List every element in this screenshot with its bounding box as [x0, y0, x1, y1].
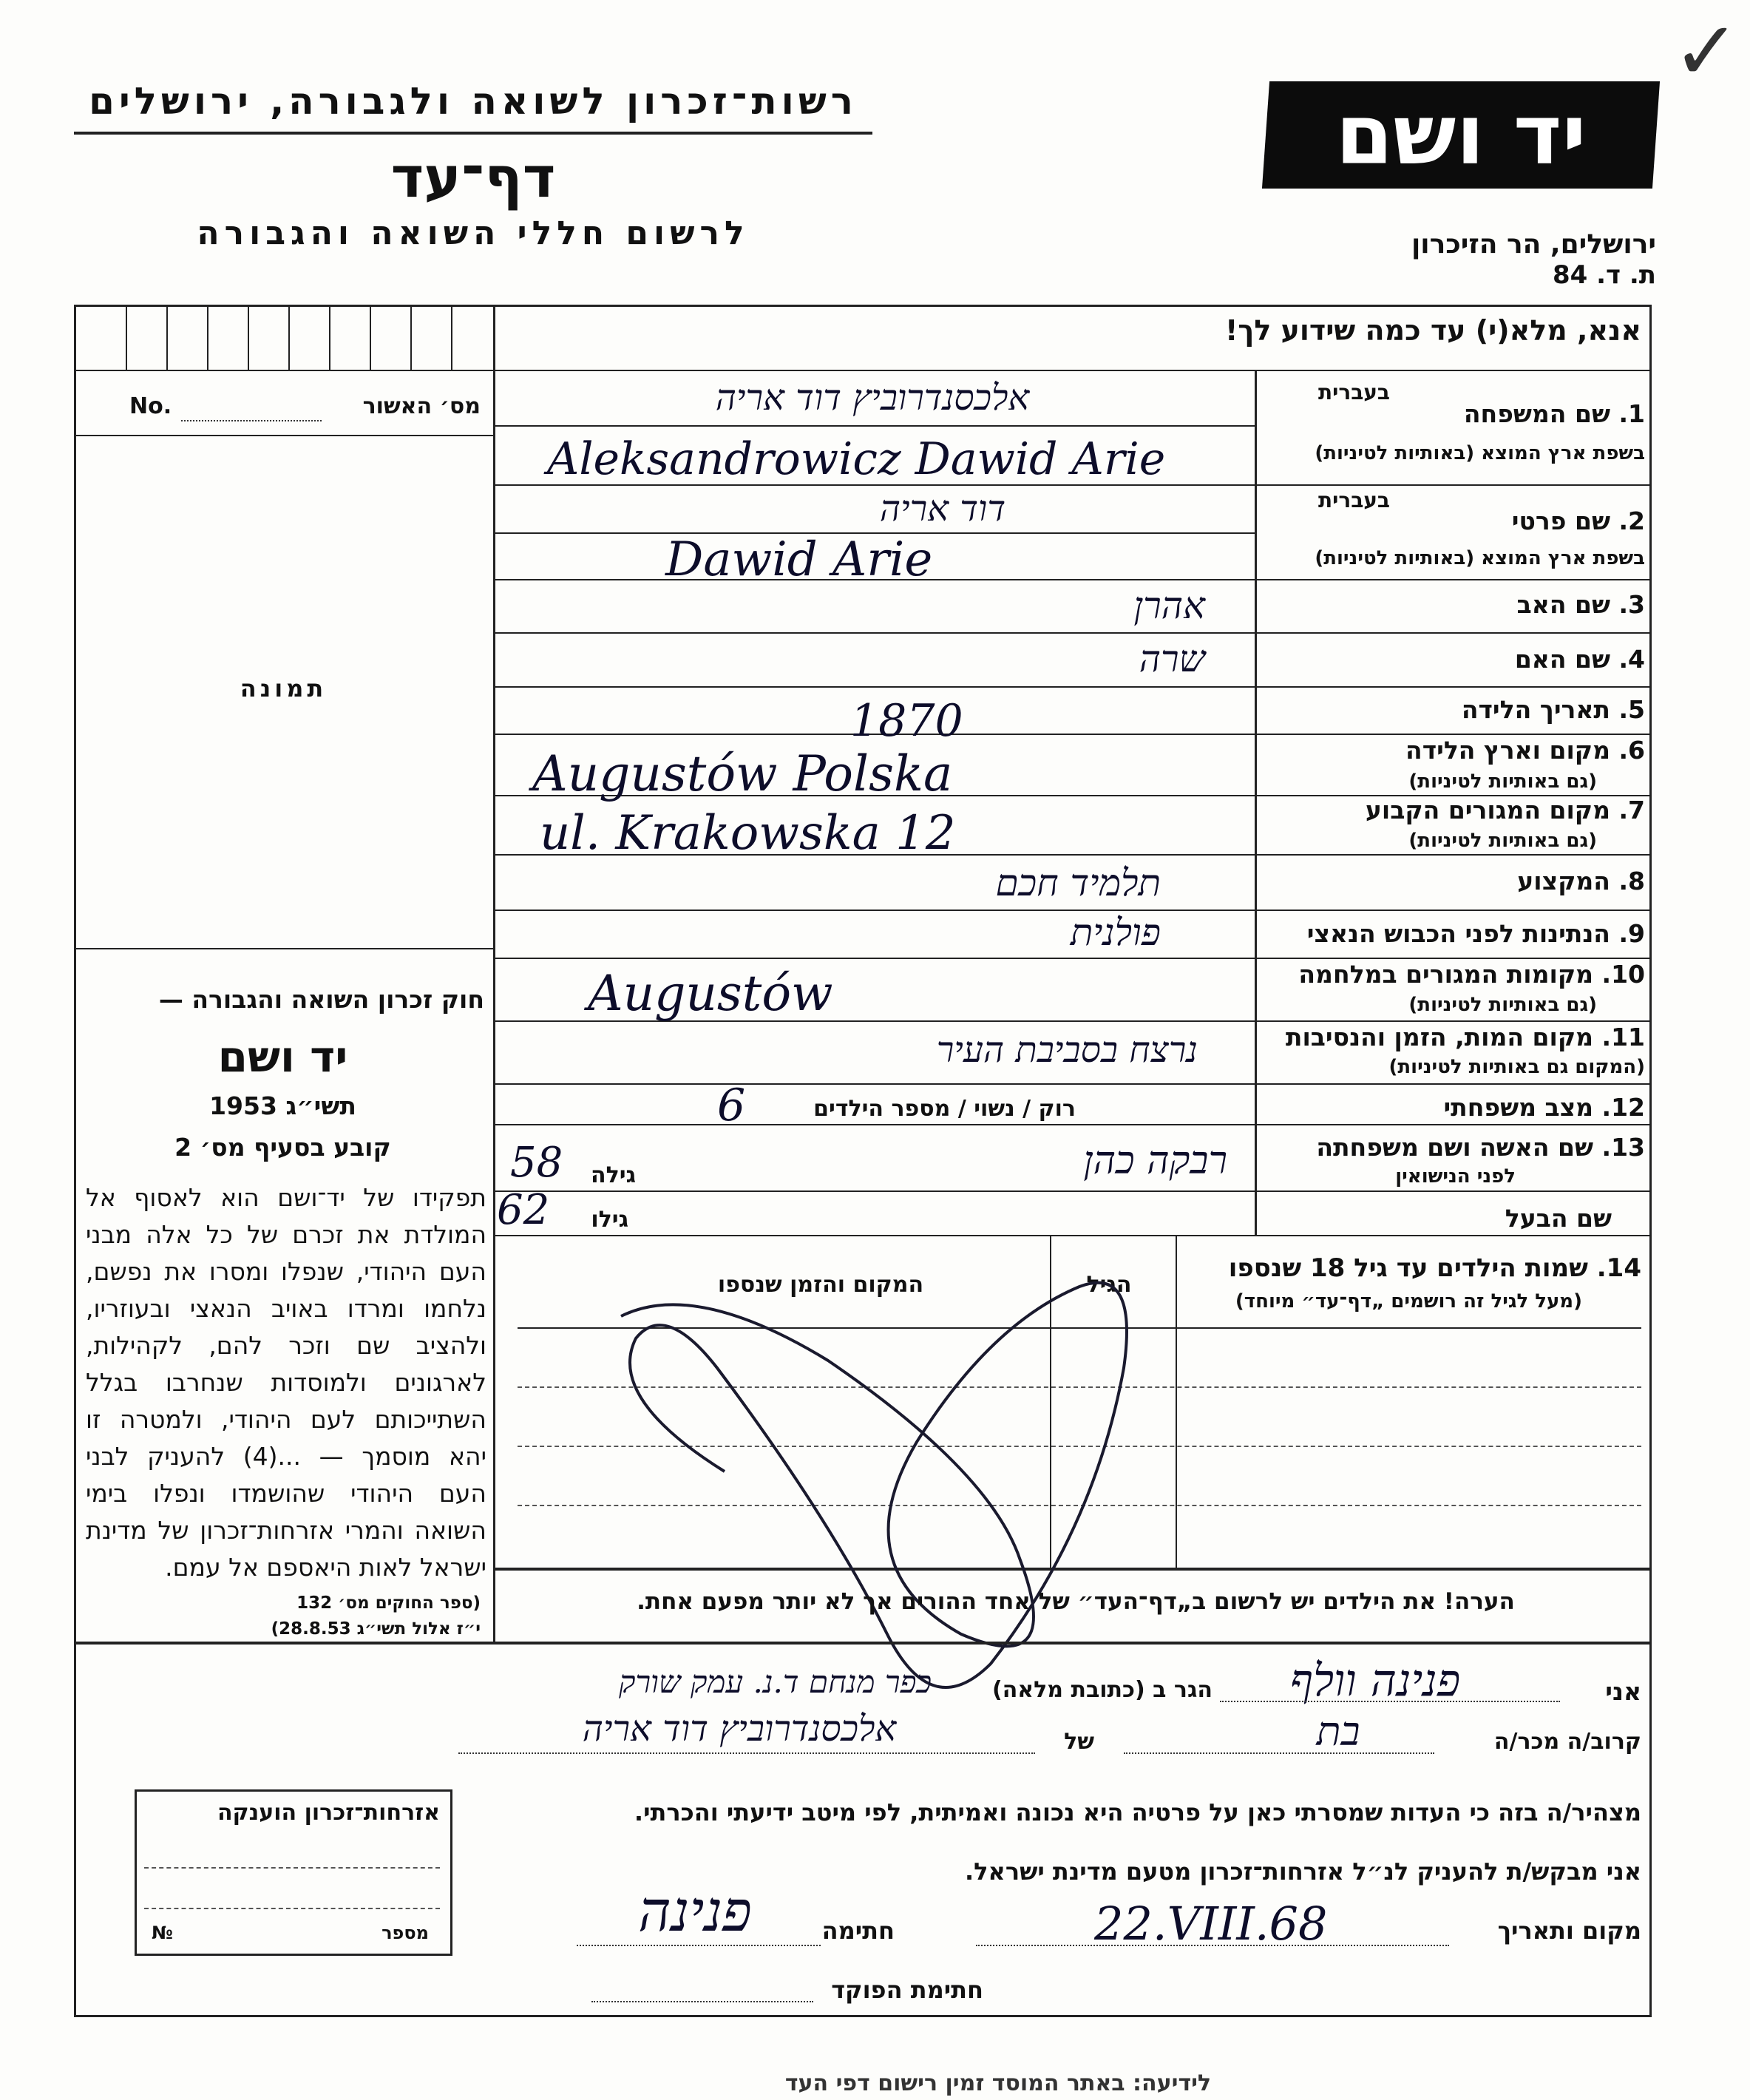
value-line-3	[493, 632, 1255, 634]
form-subtitle: לרשום חללי השואה והגבורה	[197, 214, 750, 252]
place-date-value[interactable]: 22.VIII.68	[1094, 1897, 1328, 1951]
value-line-4	[493, 686, 1255, 688]
row-line-12	[1255, 1124, 1652, 1125]
field-10-name: מקומות המגורים במלחמה	[1298, 960, 1594, 989]
institution-name: רשות־זכרון לשואה ולגבורה, ירושלים	[89, 80, 858, 123]
law-title: חוק זכרון השואה והגבורה —	[158, 985, 484, 1014]
box-2	[166, 305, 168, 370]
row-line-5	[1255, 734, 1652, 735]
field-7-name: מקום המגורים הקבוע	[1365, 796, 1610, 824]
signature-line	[577, 1945, 821, 1946]
field-2-value-hebrew[interactable]: דוד אריה	[879, 488, 1006, 529]
declaration-text: מצהיר/ה בזה כי העדות שמסרתי כאן על פרטיה היא נכונה ואמיתית, לפי מיטב ידיעתי והכרתי.	[634, 1798, 1641, 1826]
field-1-hebrew-tag: בעברית	[1317, 380, 1390, 404]
law-ref-2: י״ז אלול תשי״ג 28.8.53)	[271, 1619, 481, 1639]
field-13-wife-name[interactable]: רבקה כהן	[1083, 1139, 1227, 1183]
photo-label: תמונה	[240, 674, 328, 702]
field-6-num: 6.	[1618, 736, 1645, 765]
box-7	[370, 305, 371, 370]
officer-label: חתימת הפוקד	[831, 1976, 983, 2004]
approval-label: מס׳ האשור	[362, 393, 481, 419]
box-1	[126, 305, 127, 370]
box-6	[329, 305, 330, 370]
field-11-name: מקום המות, הזמן והנסיבות	[1285, 1023, 1594, 1051]
officer-line[interactable]	[591, 2001, 813, 2002]
field-9-num: 9.	[1618, 919, 1645, 948]
value-line-14	[493, 1235, 1652, 1236]
relation-value[interactable]: בת	[1316, 1708, 1360, 1755]
field-12-num: 12.	[1601, 1093, 1645, 1122]
field-3-label	[1264, 590, 1645, 619]
children-col-place: המקום והזמן שנספו	[717, 1272, 924, 1298]
institution-underline	[74, 132, 872, 135]
field-7-value[interactable]: ul. Krakowska 12	[540, 806, 956, 861]
declarant-i: אני	[1605, 1677, 1641, 1706]
form-title: דף־עד	[390, 144, 556, 210]
pobox: ת. ד. 84	[1552, 260, 1656, 290]
field-13-label	[1264, 1133, 1645, 1162]
field-4-num: 4.	[1618, 645, 1645, 674]
field-3-num: 3.	[1618, 590, 1645, 619]
declarant-name-line	[1220, 1701, 1560, 1702]
value-line-1a	[493, 425, 1255, 427]
field-12-label	[1264, 1093, 1645, 1122]
values-right-edge	[1255, 370, 1257, 1235]
row-line-2	[1255, 579, 1652, 580]
of-line	[458, 1752, 1035, 1754]
field-11-label	[1264, 1023, 1645, 1051]
memorial-box-title: אזרחות־זכרון הוענקה	[217, 1800, 440, 1826]
field-6-sub: (גם באותיות לטיניות)	[1408, 770, 1597, 793]
footer-text: לידיעה: באתר המוסד זמין רישום דפי העד	[784, 2070, 1212, 2096]
field-2-value-latin[interactable]: Dawid Arie	[665, 532, 933, 587]
instructions-line	[493, 370, 1652, 371]
field-10-value[interactable]: Augustów	[588, 965, 833, 1022]
field-2-num: 2.	[1618, 507, 1645, 535]
row-line-9	[1255, 958, 1652, 959]
field-7-sub: (גם באותיות לטיניות)	[1408, 830, 1597, 852]
row-line-7	[1255, 854, 1652, 856]
declarant-name[interactable]: פנינה וולף	[1289, 1655, 1461, 1707]
field-1-sub: בשפת ארץ המוצא (באותיות לטיניות)	[1315, 442, 1645, 464]
field-9-name: הנתינות לפני הכבוש הנאצי	[1306, 919, 1610, 948]
row-line-1	[1255, 484, 1652, 486]
field-2-hebrew-tag: בעברית	[1317, 488, 1390, 512]
field-12-name: מצב משפחתי	[1443, 1093, 1594, 1122]
children-sub: (מעל לגיל זה רושמים „דף־עד״ מיוחד)	[1235, 1290, 1582, 1312]
field-3-name: שם האב	[1516, 590, 1610, 619]
husband-label: שם הבעל	[1505, 1204, 1612, 1233]
box-4	[248, 305, 249, 370]
row-line-8	[1255, 910, 1652, 911]
left-panel-divider	[493, 305, 495, 1642]
row-line-3	[1255, 632, 1652, 634]
law-clause: קובע בסעיף מס׳ 2	[174, 1133, 391, 1162]
field-5-num: 5.	[1618, 695, 1645, 724]
field-1-label	[1405, 399, 1645, 428]
box-5	[288, 305, 290, 370]
row-line-10	[1255, 1020, 1652, 1022]
place-date-label: מקום ותאריך	[1497, 1917, 1641, 1945]
address: ירושלים, הר הזיכרון	[1411, 229, 1656, 260]
approval-no-line[interactable]	[181, 420, 322, 421]
field-2-name: שם פרטי	[1511, 507, 1610, 535]
of-label: של	[1064, 1729, 1094, 1755]
field-5-label	[1264, 695, 1645, 724]
signature[interactable]: פנינה	[638, 1878, 752, 1944]
field-8-value[interactable]: תלמיד חכם	[995, 861, 1161, 904]
field-2-label	[1405, 507, 1645, 535]
law-text: תפקידו של יד־ושם הוא לאסוף אל המולדת את זכרם של כל אלה מבני העם היהודי, שנפלו ומסרו את נפשם, נלחמו ומרדו באויב הנאצי ובעוזריו, ולהציב שם וזכר להם, לקהילות, לארגונים ולמוסדות שנחרבו בגלל השתייכותם לעם היהודי, ולמטרה זו יהא מוסמך — ...(4) להעניק לבני העם היהודי שהושמדו ונפלו בימי השואה והמרי אזרחות־זכרון של מדינת ישראל לאות היאספם אל עמם.	[86, 1183, 486, 1582]
value-line-11	[493, 1083, 1255, 1085]
field-10-label	[1264, 960, 1645, 989]
field-7-num: 7.	[1618, 796, 1645, 824]
of-value[interactable]: אלכסנדרוביץ דוד אריה	[582, 1708, 897, 1750]
value-line-9	[493, 958, 1255, 959]
field-11-sub: (המקום גם באותיות לטיניות)	[1388, 1056, 1645, 1078]
box-3	[207, 305, 208, 370]
box-8	[410, 305, 412, 370]
logo-text: יד ושם	[1335, 87, 1587, 183]
field-5-name: תאריך הלידה	[1461, 695, 1610, 724]
resident-label: הגר ב (כתובת מלאה)	[991, 1677, 1213, 1703]
value-line-13	[493, 1190, 1255, 1192]
place-date-line	[976, 1945, 1449, 1946]
field-10-num: 10.	[1601, 960, 1645, 989]
field-3-value[interactable]: אהרן	[1133, 584, 1205, 627]
memorial-line-1	[144, 1867, 440, 1869]
photo-box-top	[74, 435, 493, 436]
field-7-label	[1264, 796, 1645, 824]
relation-line	[1124, 1752, 1434, 1754]
strike-scribble	[606, 1250, 1213, 1708]
field-1-name: שם המשפחה	[1463, 399, 1610, 428]
field-4-value[interactable]: שרה	[1139, 637, 1205, 680]
row-line-4	[1255, 686, 1652, 688]
field-13-age-value[interactable]: 58	[510, 1139, 563, 1187]
husband-age-value[interactable]: 62	[497, 1186, 550, 1234]
field-12-options[interactable]: רוק / נשוי / מספר הילדים	[813, 1096, 1076, 1122]
field-1-value-hebrew[interactable]: אלכסנדרוביץ דוד אריה	[715, 377, 1030, 419]
relation-label: קרוב/ה מכר/ה	[1493, 1729, 1641, 1755]
row-line-13	[1255, 1190, 1652, 1192]
field-13-age-label: גילה	[591, 1162, 636, 1188]
children-col-age: הגיל	[1086, 1272, 1132, 1298]
field-8-num: 8.	[1618, 867, 1645, 895]
field-6-value[interactable]: Augustów Polska	[532, 745, 953, 802]
value-line-12	[493, 1124, 1255, 1125]
checkmark: ✓	[1672, 4, 1741, 98]
field-2-sub: בשפת ארץ המוצא (באותיות לטיניות)	[1315, 547, 1645, 569]
field-8-name: המקצוע	[1517, 867, 1610, 895]
field-1-value-latin[interactable]: Aleksandrowicz Dawid Arie	[547, 433, 1166, 485]
row-line-11	[1255, 1083, 1652, 1085]
note-bottom-line	[74, 1642, 1652, 1645]
law-year: תשי״ג 1953	[209, 1091, 356, 1120]
field-13-name: שם האשה ושם משפחתה	[1316, 1133, 1594, 1162]
husband-age-label: גילו	[591, 1207, 628, 1233]
memorial-no-symbol: №	[152, 1923, 173, 1943]
field-13-sub: לפני הנישואין	[1395, 1165, 1516, 1188]
left-top-line	[74, 370, 493, 371]
field-13-num: 13.	[1601, 1133, 1645, 1162]
law-name: יד ושם	[217, 1032, 348, 1082]
field-10-sub: (גם באותיות לטיניות)	[1408, 994, 1597, 1016]
field-11-value[interactable]: נרצח בסביבת העיר	[936, 1029, 1198, 1071]
photo-box-bottom	[74, 948, 493, 949]
field-1-num: 1.	[1618, 399, 1645, 428]
field-9-label	[1264, 919, 1645, 948]
memorial-line-2	[144, 1908, 440, 1909]
field-6-name: מקום וארץ הלידה	[1405, 736, 1610, 765]
box-9	[451, 305, 452, 370]
field-4-name: שם האם	[1514, 645, 1610, 674]
declarant-address[interactable]: כפר מנחם ד.נ. עמק שורק	[619, 1664, 932, 1700]
field-5-value[interactable]: 1870	[850, 695, 963, 747]
field-6-label	[1264, 736, 1645, 765]
field-9-value[interactable]: פולנית	[1070, 911, 1161, 954]
field-4-label	[1264, 645, 1645, 674]
request-text: אני מבקש/ת להעניק לנ״ל אזרחות־זכרון מטעם מדינת ישראל.	[965, 1857, 1641, 1886]
field-8-label	[1264, 867, 1645, 895]
children-label: 14. שמות הילדים עד גיל 18 שנספו	[1228, 1253, 1641, 1283]
field-12-children-count[interactable]: 6	[717, 1080, 746, 1131]
memorial-no-label: מספר	[381, 1923, 429, 1943]
children-note: הערה! את הילדים יש לרשום ב„דף־העד״ של אחד ההורים אך לא יותר מפעם אחת.	[637, 1588, 1515, 1615]
law-ref-1: (ספר החוקים מס׳ 132	[296, 1593, 481, 1613]
instructions: אנא, מלא(י) עד כמה שידוע לך!	[1225, 314, 1641, 347]
field-11-num: 11.	[1601, 1023, 1645, 1051]
signature-label: חתימה	[821, 1917, 895, 1945]
approval-no: No.	[129, 393, 172, 419]
